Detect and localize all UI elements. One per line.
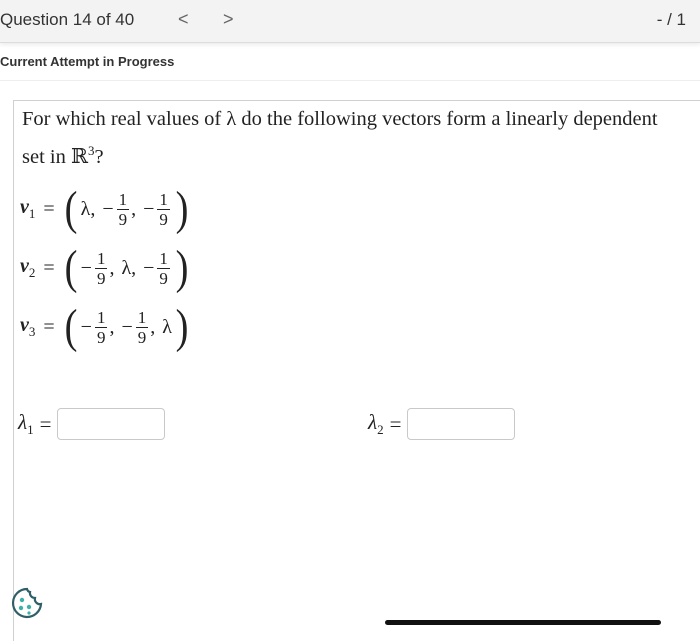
- vector-component: λ ,: [121, 256, 137, 279]
- open-paren: (: [64, 300, 78, 353]
- fraction: $\frac{1}{9}$: [118, 189, 128, 229]
- equals-sign: =: [39, 411, 52, 436]
- prompt-exponent: 3: [88, 143, 95, 158]
- vector-name: $v_1$: [20, 196, 36, 221]
- prompt-text: For which real values of λ do the following vectors form a linearly dependent set in ℝ: [22, 108, 658, 168]
- equals-sign: =: [43, 256, 55, 279]
- vector-row: [20, 181, 190, 237]
- vector-row: [20, 240, 190, 296]
- home-indicator: [385, 620, 661, 625]
- question-counter: Question 14 of 40: [0, 10, 135, 29]
- vector-component: λ: [162, 315, 172, 338]
- vector-name: $v_3$: [20, 314, 36, 339]
- fraction: $\frac{1}{9}$: [137, 307, 147, 347]
- equals-sign: =: [389, 411, 402, 436]
- open-paren: (: [64, 241, 78, 294]
- question-prompt: [22, 103, 672, 173]
- answer-label: $\lambda_2$: [368, 409, 384, 438]
- vector-row: [20, 299, 190, 355]
- score-indicator: - / 1: [656, 10, 686, 29]
- close-paren: ): [175, 182, 189, 235]
- close-paren: ): [175, 241, 189, 294]
- vector-component: − $\frac{1}{9}$ ,: [80, 248, 115, 288]
- answer-lambda-2: [368, 408, 515, 440]
- equals-sign: =: [43, 197, 55, 220]
- cookie-settings-icon[interactable]: [10, 586, 44, 620]
- chevron-right-icon[interactable]: >: [223, 9, 234, 29]
- fraction: $\frac{1}{9}$: [96, 307, 106, 347]
- answer-label: $\lambda_1$: [18, 409, 34, 438]
- vector-name: $v_2$: [20, 255, 36, 280]
- prompt-end: ?: [94, 145, 104, 168]
- answer-lambda-1: [18, 408, 165, 440]
- close-paren: ): [175, 300, 189, 353]
- chevron-left-icon[interactable]: <: [178, 9, 189, 29]
- attempt-status: Current Attempt in Progress: [0, 54, 175, 69]
- question-header: [0, 0, 700, 43]
- vector-component: − $\frac{1}{9}$: [143, 248, 168, 288]
- vector-component: − $\frac{1}{9}$ ,: [102, 189, 137, 229]
- lambda-2-input[interactable]: [407, 408, 515, 440]
- fraction: $\frac{1}{9}$: [96, 248, 106, 288]
- equals-sign: =: [43, 315, 55, 338]
- fraction: $\frac{1}{9}$: [159, 189, 168, 229]
- vector-component: − $\frac{1}{9}$ ,: [80, 307, 115, 347]
- divider: [0, 80, 700, 81]
- vector-component: − $\frac{1}{9}$ ,: [121, 307, 156, 347]
- open-paren: (: [64, 182, 78, 235]
- lambda-1-input[interactable]: [57, 408, 165, 440]
- vector-component: − $\frac{1}{9}$: [143, 189, 168, 229]
- vector-component: λ ,: [80, 197, 96, 220]
- fraction: $\frac{1}{9}$: [159, 248, 168, 288]
